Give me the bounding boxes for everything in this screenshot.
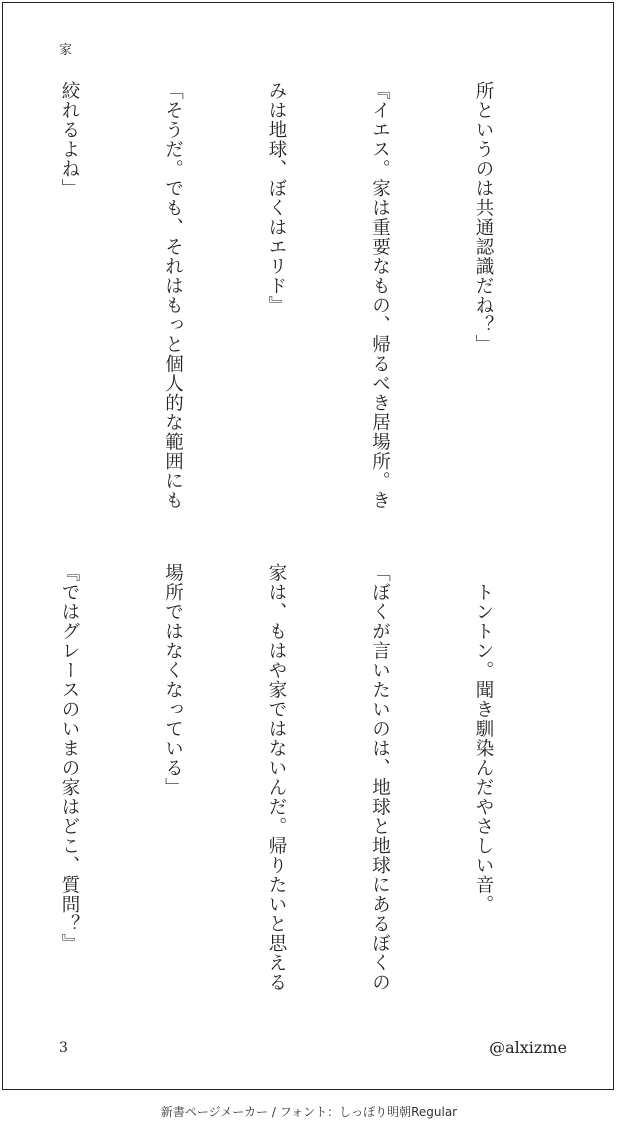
text-line: 「そうだ。でも、それはもっと個人的な範囲にも <box>162 81 184 510</box>
text-line: 「ぼくが言いたいのは、地球と地球にあるぼくの <box>369 563 391 992</box>
text-line: 『イエス。家は重要なもの、帰るべき居場所。き <box>369 81 391 510</box>
text-line: 『ではグレースのいまの家はどこ、質問？』 <box>59 563 80 953</box>
text-line: みは地球、ぼくはエリド』 <box>266 81 287 315</box>
text-line: 場所ではなくなっている」 <box>162 563 184 797</box>
text-line: 絞れるよね」 <box>59 81 80 198</box>
text-line: 所というのは共通認識だね？」 <box>473 81 494 354</box>
upper-text-block <box>0 81 569 521</box>
page-number: 3 <box>59 1040 68 1056</box>
lower-text-block <box>0 563 569 1003</box>
text-line: トントン。聞き馴染んだやさしい音。 <box>473 563 494 914</box>
book-page <box>2 2 614 1090</box>
chapter-title: 家 <box>59 43 73 58</box>
generator-credit: 新書ページメーカー / フォント：しっぽり明朝Regular <box>160 1105 458 1119</box>
text-line: 家は、もはや家ではないんだ。帰りたいと思える <box>266 563 287 992</box>
author-handle: @alxizme <box>489 1038 567 1057</box>
